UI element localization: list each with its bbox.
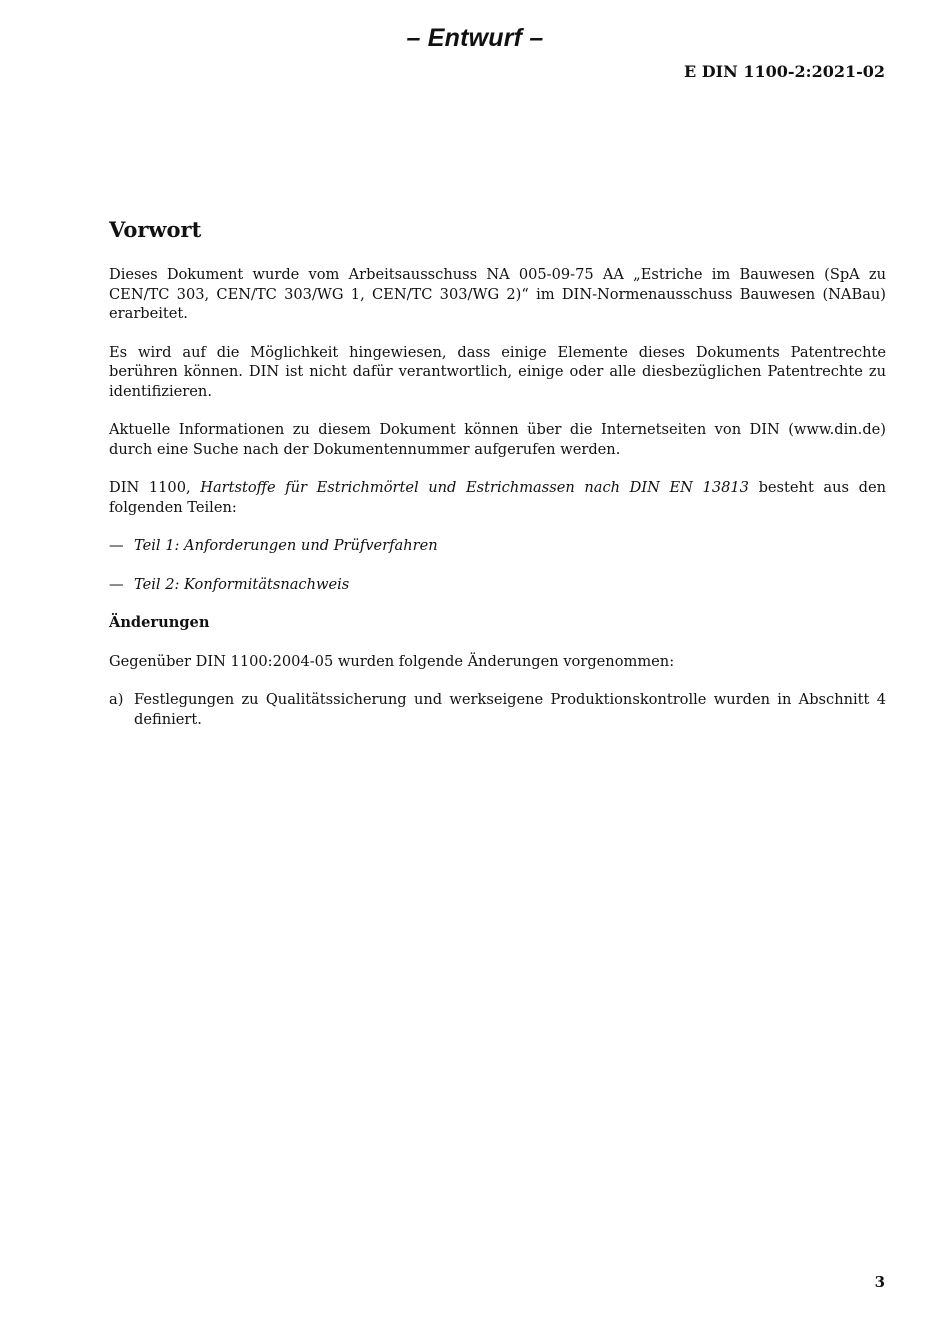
list-item xyxy=(109,536,886,556)
list-item xyxy=(109,690,886,729)
draft-label: – Entwurf – xyxy=(406,24,544,52)
alpha-marker: a) xyxy=(109,691,124,708)
foreword-paragraph-patent: Es wird auf die Möglichkeit hingewiesen, dass einige Elemente dieses Dokuments Patentrechte berühren können. DIN ist nicht dafür verantwortlich, einige oder alle diesbezüglichen Patentrechte zu identifizieren. xyxy=(109,343,886,400)
parts-series-title: Hartstoffe für Estrichmörtel und Estrichmassen nach DIN EN 13813 xyxy=(200,479,749,496)
changes-title: Änderungen xyxy=(109,614,210,631)
foreword-paragraph-info: Aktuelle Informationen zu diesem Dokument können über die Internetseiten von DIN (www.din.de) durch eine Suche nach der Dokumentennummer aufgerufen werden. xyxy=(109,421,886,458)
parts-prefix: DIN 1100, xyxy=(109,479,201,496)
page-content xyxy=(109,216,886,748)
foreword-title: Vorwort xyxy=(109,217,202,242)
foreword-paragraph-parts xyxy=(109,478,886,517)
parts-suffix: besteht aus den folgenden Teilen: xyxy=(109,479,887,516)
foreword-paragraph-committee: Dieses Dokument wurde vom Arbeitsausschuss NA 005-09-75 AA „Estriche im Bauwesen (SpA zu CEN/TC 303, CEN/TC 303/WG 1, CEN/TC 303/WG 2)“ im DIN-Normenausschuss Bauwesen (NABau) erarbeitet. xyxy=(109,266,886,322)
dash-marker: — xyxy=(109,575,124,593)
changes-intro: Gegenüber DIN 1100:2004-05 wurden folgende Änderungen vorgenommen: xyxy=(109,652,675,670)
document-id: E DIN 1100-2:2021-02 xyxy=(684,62,885,81)
part-label: Teil 2: Konformitätsnachweis xyxy=(134,575,350,593)
part-label: Teil 1: Anforderungen und Prüfverfahren xyxy=(134,537,438,554)
page-number: 3 xyxy=(874,1273,885,1291)
list-item xyxy=(109,575,886,595)
dash-marker: — xyxy=(109,537,124,554)
change-text: Festlegungen zu Qualitätssicherung und werkseigene Produktionskontrolle wurden in Abschnitt 4 definiert. xyxy=(134,691,886,728)
